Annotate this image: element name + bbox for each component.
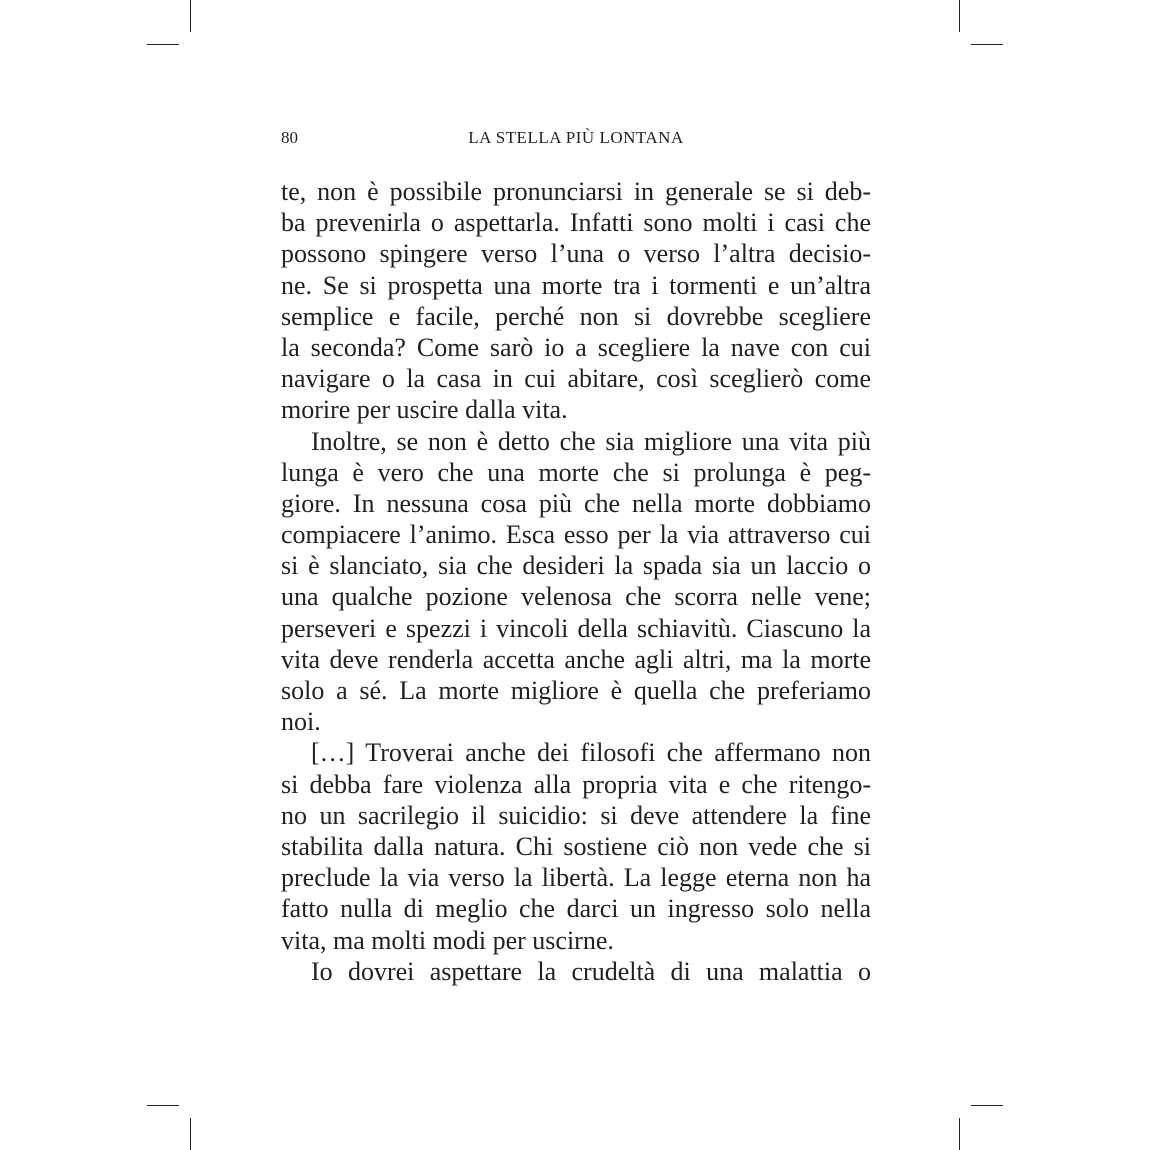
text-line: morire per uscire dalla vita. xyxy=(281,395,568,425)
crop-mark-bottom-right-vertical xyxy=(959,1118,960,1150)
text-line: te, non è possibile pronunciarsi in generale se si deb- xyxy=(281,177,871,206)
crop-mark-bottom-left-vertical xyxy=(190,1118,191,1150)
text-line: si è slanciato, sia che desideri la spada sia un laccio o xyxy=(281,551,871,581)
crop-mark-bottom-right-horizontal xyxy=(971,1105,1003,1106)
text-line: vita deve renderla accetta anche agli altri, ma la morte xyxy=(281,644,871,674)
crop-mark-bottom-left-horizontal xyxy=(147,1105,179,1106)
text-line: navigare o la casa in cui abitare, così sceglierò come xyxy=(281,364,871,394)
text-line: Io dovrei aspettare la crudeltà di una malattia o xyxy=(311,956,871,986)
book-title: LA STELLA PIÙ LONTANA xyxy=(468,128,684,147)
text-line: possono spingere verso l’una o verso l’altra decisio- xyxy=(281,239,871,269)
text-line: preclude la via verso la libertà. La legge eterna non ha xyxy=(281,863,871,893)
text-line: una qualche pozione velenosa che scorra nelle vene; xyxy=(281,582,871,612)
text-line: fatto nulla di meglio che darci un ingresso solo nella xyxy=(281,894,871,924)
text-line: la seconda? Come sarò io a scegliere la nave con cui xyxy=(281,332,871,362)
text-line: noi. xyxy=(281,707,321,737)
text-line: si debba fare violenza alla propria vita e che ritengo- xyxy=(281,769,871,799)
page-number: 80 xyxy=(281,128,298,147)
text-line: no un sacrilegio il suicidio: si deve attendere la fine xyxy=(281,800,871,830)
text-line: perseveri e spezzi i vincoli della schiavitù. Ciascuno la xyxy=(281,613,871,643)
text-line: ba prevenirla o aspettarla. Infatti sono molti i casi che xyxy=(281,208,871,238)
text-line: stabilita dalla natura. Chi sostiene ciò non vede che si xyxy=(281,831,871,861)
body-text xyxy=(281,176,871,987)
crop-mark-top-right-horizontal xyxy=(971,44,1003,45)
text-line: giore. In nessuna cosa più che nella morte dobbiamo xyxy=(281,488,871,518)
crop-mark-top-right-vertical xyxy=(959,0,960,32)
running-head xyxy=(281,126,871,150)
text-line: lunga è vero che una morte che si prolunga è peg- xyxy=(281,457,871,487)
text-line: compiacere l’animo. Esca esso per la via attraverso cui xyxy=(281,520,871,550)
text-line: vita, ma molti modi per uscirne. xyxy=(281,925,614,955)
text-line: solo a sé. La morte migliore è quella che preferiamo xyxy=(281,676,871,705)
text-line: Inoltre, se non è detto che sia migliore una vita più xyxy=(311,426,871,456)
crop-mark-top-left-horizontal xyxy=(147,44,179,45)
text-line: ne. Se si prospetta una morte tra i tormenti e un’altra xyxy=(281,270,871,300)
text-line: […] Troverai anche dei filosofi che affermano non xyxy=(311,738,871,768)
crop-mark-top-left-vertical xyxy=(190,0,191,32)
text-line: semplice e facile, perché non si dovrebbe scegliere xyxy=(281,301,871,331)
